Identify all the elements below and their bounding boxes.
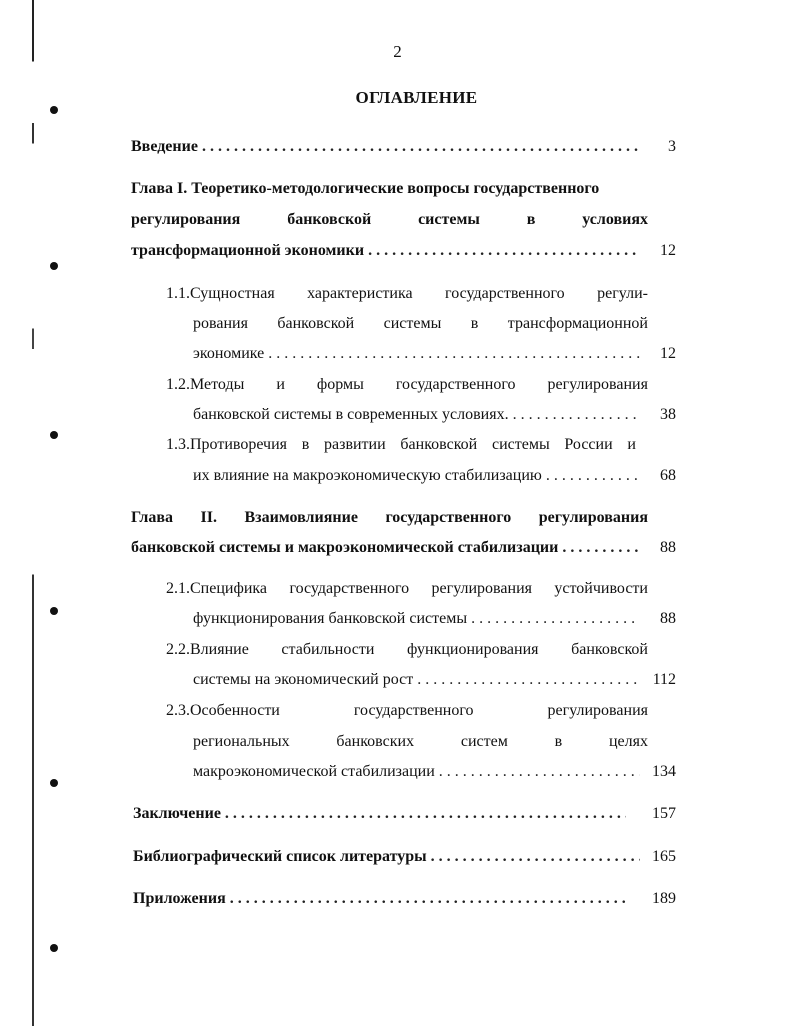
toc-section-2-3-line-2[interactable] (193, 731, 648, 753)
word: трансформационной (507, 315, 648, 332)
toc-section-1-1-line-2[interactable] (193, 313, 648, 335)
toc-entry-page: 189 (652, 890, 676, 907)
word: характеристика (307, 285, 413, 302)
leader-dots (471, 608, 640, 630)
word: 2.2.Влияние (166, 641, 249, 658)
toc-chapter-2-line-1[interactable] (131, 507, 648, 529)
toc-chapter-1-line-2[interactable] (131, 209, 648, 231)
leader-dots (546, 465, 640, 487)
toc-section-1-2-line-1[interactable] (166, 374, 648, 396)
page-number: 2 (393, 42, 402, 61)
word: регулирования (538, 509, 648, 526)
word: банковской (400, 436, 478, 453)
word: и (627, 436, 636, 453)
scan-left-edge (32, 0, 34, 1026)
toc-entry-label: банковской системы и макроэкономической стабилизации (131, 539, 559, 556)
toc-entry-label: функционирования банковской системы (193, 610, 468, 627)
leader-dots (225, 803, 626, 825)
word: государственного (385, 509, 512, 526)
leader-dots (202, 136, 640, 158)
toc-entry-label: их влияние на макроэкономическую стабилизацию (193, 467, 542, 484)
word: 2.1.Специфика (166, 580, 268, 597)
word: регулирования (131, 211, 241, 228)
word: регулирования (547, 702, 648, 719)
word: государственного (395, 376, 516, 393)
toc-entry-page: 134 (652, 763, 676, 780)
leader-dots (368, 240, 640, 262)
toc-entry-appendix[interactable] (133, 888, 676, 910)
leader-dots (230, 888, 626, 910)
leader-dots (513, 404, 640, 426)
word: банковской (571, 641, 648, 658)
word: 1.1.Сущностная (166, 285, 275, 302)
toc-entry-page: 38 (660, 406, 676, 423)
word: регули- (597, 285, 648, 302)
word: России (564, 436, 613, 453)
toc-entry-page: 12 (660, 242, 676, 259)
word: системы (491, 436, 550, 453)
toc-entry-label: Заключение (133, 805, 221, 822)
toc-entry-label: Введение (131, 138, 198, 155)
word: банковской (277, 315, 355, 332)
leader-dots (439, 761, 640, 783)
leader-dots (562, 537, 640, 559)
word: 1.2.Методы (166, 376, 245, 393)
word: государственного (289, 580, 410, 597)
toc-entry-label: системы на экономический рост (193, 671, 414, 688)
toc-entry-intro[interactable] (131, 136, 676, 158)
toc-section-1-1-line-3[interactable] (193, 343, 676, 365)
toc-section-1-3-line-1[interactable] (166, 434, 636, 456)
word: и (276, 376, 285, 393)
word: в (526, 211, 536, 228)
punch-hole-mark (50, 944, 58, 952)
word: условиях (582, 211, 648, 228)
word: в (301, 436, 310, 453)
toc-section-2-1-line-1[interactable] (166, 578, 648, 600)
toc-section-2-2-line-1[interactable] (166, 639, 648, 661)
word: системы (383, 315, 442, 332)
word: в (554, 733, 563, 750)
word: региональных (193, 733, 290, 750)
word: регулирования (547, 376, 648, 393)
toc-entry-label: Приложения (133, 890, 226, 907)
leader-dots (417, 669, 640, 691)
toc-entry-page: 88 (660, 610, 676, 627)
word: банковских (336, 733, 415, 750)
toc-entry-conclusion[interactable] (133, 803, 676, 825)
toc-entry-page: 12 (660, 345, 676, 362)
word: функционирования (407, 641, 539, 658)
toc-section-1-1-line-1[interactable] (166, 283, 648, 305)
word: систем (460, 733, 508, 750)
toc-entry-page: 157 (652, 805, 676, 822)
word: развитии (324, 436, 386, 453)
toc-entry-label: макроэкономической стабилизации (193, 763, 435, 780)
word: регулирования (431, 580, 532, 597)
word: стабильности (281, 641, 375, 658)
toc-entry-bibliography[interactable] (133, 846, 676, 868)
toc-entry-page: 165 (652, 848, 676, 865)
toc-section-2-3-line-3[interactable] (193, 761, 676, 783)
punch-hole-mark (50, 431, 58, 439)
leader-dots (431, 846, 640, 868)
word: 2.3.Особенности (166, 702, 280, 719)
word: системы (418, 211, 480, 228)
toc-section-1-3-line-2[interactable] (193, 465, 676, 487)
toc-entry-page: 3 (668, 138, 676, 155)
toc-section-2-1-line-2[interactable] (193, 608, 676, 630)
toc-entry-page: 68 (660, 467, 676, 484)
toc-section-1-2-line-2[interactable] (193, 404, 676, 426)
word: Взаимовлияние (244, 509, 358, 526)
toc-entry-label: Библиографический список литературы (133, 848, 427, 865)
punch-hole-mark (50, 607, 58, 615)
word: формы (316, 376, 364, 393)
word: рования (193, 315, 248, 332)
leader-dots (268, 343, 640, 365)
word: в (470, 315, 479, 332)
toc-chapter-1-line-1[interactable]: Глава I. Теоретико-методологические вопросы государственного (131, 180, 600, 197)
toc-section-2-3-line-1[interactable] (166, 700, 648, 722)
toc-section-2-2-line-2[interactable] (193, 669, 676, 691)
toc-title: ОГЛАВЛЕНИЕ (355, 88, 478, 107)
punch-hole-mark (50, 779, 58, 787)
toc-entry-label: банковской системы в современных условиях. (193, 406, 509, 423)
word: II. (200, 509, 217, 526)
punch-hole-mark (50, 262, 58, 270)
toc-entry-page: 88 (660, 539, 676, 556)
toc-chapter-2-line-2[interactable] (131, 537, 676, 559)
word: целях (608, 733, 648, 750)
word: государственного (445, 285, 565, 302)
word: государственного (353, 702, 474, 719)
toc-chapter-1-line-3[interactable] (131, 240, 676, 262)
toc-entry-page: 112 (652, 671, 676, 688)
word: банковской (287, 211, 372, 228)
toc-entry-label: трансформационной экономики (131, 242, 365, 259)
word: Глава (131, 509, 173, 526)
word: 1.3.Противоречия (166, 436, 288, 453)
word: устойчивости (554, 580, 648, 597)
toc-entry-label: экономике (193, 345, 265, 362)
